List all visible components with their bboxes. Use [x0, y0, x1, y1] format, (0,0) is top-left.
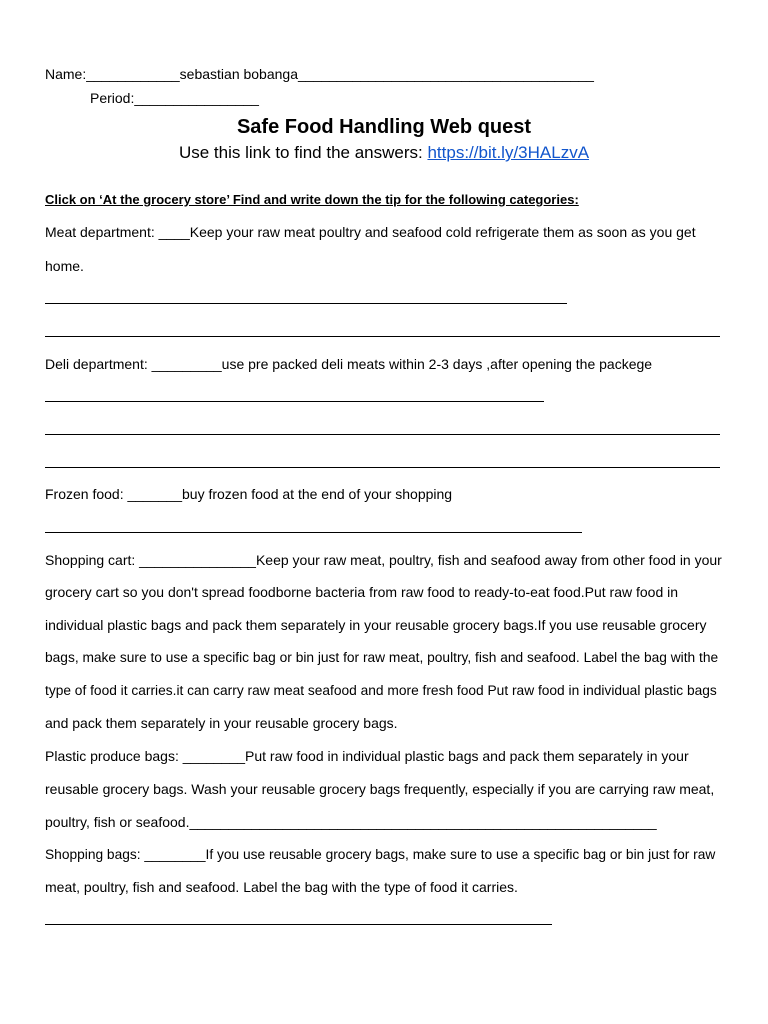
cart-answer-line-1: Shopping cart: _______________Keep your raw meat, poultry, fish and seafood away from other food in your	[45, 552, 722, 568]
cart-answer-line-5: type of food it carries.it can carry raw meat seafood and more fresh food Put raw food in individual plastic bags	[45, 683, 717, 698]
meat-answer-line-1: Meat department: ____Keep your raw meat poultry and seafood cold refrigerate them as soon as you get	[45, 224, 696, 240]
blank-line	[45, 924, 552, 925]
name-field: Name:____________sebastian bobanga______________________________________	[45, 66, 594, 82]
blank-line	[45, 467, 720, 468]
frozen-answer-line-1: Frozen food: _______buy frozen food at the end of your shopping	[45, 486, 453, 502]
blank-line	[45, 401, 544, 402]
cart-answer-line-4: bags, make sure to use a specific bag or bin just for raw meat, poultry, fish and seafood. Label the bag with the	[45, 650, 719, 665]
instruction-heading: Click on ‘At the grocery store’ Find and write down the tip for the following categories:	[45, 192, 579, 207]
blank-line	[45, 303, 567, 304]
meat-answer-line-2: home.	[45, 258, 84, 274]
produce-answer-line-3: poultry, fish or seafood.____________________________________________________________	[45, 814, 657, 830]
bags-answer-line-1: Shopping bags: ________If you use reusable grocery bags, make sure to use a specific bag or bin just for raw	[45, 847, 716, 862]
cart-answer-line-3: individual plastic bags and pack them separately in your reusable grocery bags.If you use reusable grocery	[45, 617, 707, 633]
produce-answer-line-1: Plastic produce bags: ________Put raw food in individual plastic bags and pack them separately in your	[45, 748, 689, 764]
page-title: Safe Food Handling Web quest	[236, 116, 532, 138]
bags-answer-line-2: meat, poultry, fish and seafood. Label the bag with the type of food it carries.	[45, 879, 518, 895]
cart-answer-line-6: and pack them separately in your reusable grocery bags.	[45, 715, 398, 731]
subtitle-text: Use this link to find the answers:	[178, 143, 428, 162]
blank-line	[45, 532, 582, 533]
blank-line	[45, 434, 720, 435]
cart-answer-line-2: grocery cart so you don't spread foodborne bacteria from raw food to ready-to-eat food.Put raw food in	[45, 584, 679, 600]
produce-answer-line-2: reusable grocery bags. Wash your reusable grocery bags frequently, especially if you are carrying raw meat,	[45, 781, 715, 797]
blank-line	[45, 336, 720, 337]
period-field: Period:________________	[90, 90, 259, 106]
subtitle	[0, 142, 768, 164]
answers-link[interactable]: https://bit.ly/3HALzvA	[427, 143, 590, 162]
deli-answer-line-1: Deli department: _________use pre packed deli meats within 2-3 days ,after opening the packege	[45, 356, 653, 372]
